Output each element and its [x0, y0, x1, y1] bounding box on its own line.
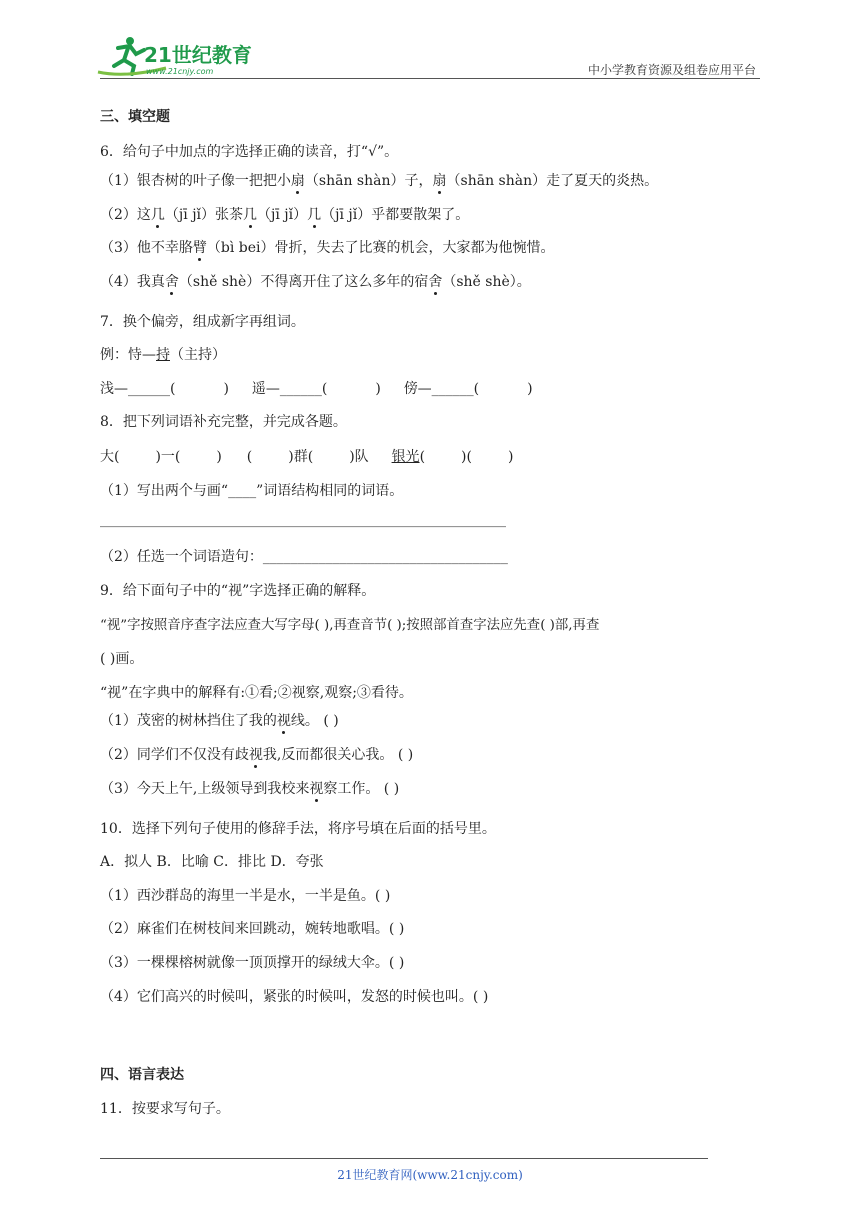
q10-sentence-3: （3）一棵棵榕树就像一顶顶撑开的绿绒大伞。( ) [100, 955, 405, 971]
q9-line-1: “视”字按照音序查字法应查大写字母( ),再查音节( );按照部首查字法应先查( )部,再查 [100, 618, 600, 633]
q7-example: 例：恃—持（主持） [100, 347, 226, 363]
q6-sentence-1: （1）银杏树的叶子像一把把小扇（shān shàn）子，扇（shān shàn）走了夏天的炎热。 [100, 170, 658, 190]
q8-sub-2: （2）任选一个词语造句：___________________________________ [100, 549, 508, 565]
question-11-stem: 11．按要求写句子。 [100, 1101, 230, 1117]
q9-sentence-2: （2）同学们不仅没有歧视我,反而都很关心我。 ( ) [100, 744, 413, 764]
q10-sentence-1: （1）西沙群岛的海里一半是水，一半是鱼。( ) [100, 888, 391, 904]
question-8-stem: 8．把下列词语补充完整，并完成各题。 [100, 414, 347, 430]
question-6-stem: 6．给句子中加点的字选择正确的读音，打“√”。 [100, 144, 399, 160]
q6-sentence-2: （2）这几（jī jǐ）张茶几（jī jǐ）几（jī jǐ）乎都要散架了。 [100, 204, 469, 224]
q6-sentence-3: （3）他不幸胳臂（bì bei）骨折，失去了比赛的机会，大家都为他惋惜。 [100, 237, 555, 257]
footer-divider [100, 1158, 708, 1159]
section-title-language-expression: 四、语言表达 [100, 1067, 184, 1083]
q9-line-2: ( )画。 [100, 651, 144, 667]
q8-sub-1: （1）写出两个与画“____”词语结构相同的词语。 [100, 483, 404, 499]
site-logo [96, 36, 266, 78]
q10-options: A．拟人 B．比喻 C．排比 D．夸张 [100, 854, 324, 870]
q10-sentence-4: （4）它们高兴的时候叫，紧张的时候叫，发怒的时候也叫。( ) [100, 989, 489, 1005]
header-platform-name: 中小学教育资源及组卷应用平台 [587, 63, 756, 77]
q10-sentence-2: （2）麻雀们在树枝间来回跳动，婉转地歌唱。( ) [100, 921, 405, 937]
q9-sentence-1: （1）茂密的树林挡住了我的视线。 ( ) [100, 710, 339, 730]
footer-site-link[interactable]: 21世纪教育网(www.21cnjy.com) [337, 1168, 523, 1182]
question-10-stem: 10．选择下列句子使用的修辞手法，将序号填在后面的括号里。 [100, 821, 496, 837]
question-7-stem: 7．换个偏旁，组成新字再组词。 [100, 314, 305, 330]
q7-items: 浅—______( ) 遥—______( ) 傍—______( ) [100, 381, 533, 397]
q8-word-line: 大( )一( ) ( )群( )队 银光( )( ) [100, 449, 514, 465]
q9-definition: “视”在字典中的解释有:①看;②视察,观察;③看待。 [100, 685, 413, 701]
question-9-stem: 9．给下面句子中的“视”字选择正确的解释。 [100, 583, 376, 599]
section-title-fill-in: 三、填空题 [100, 109, 170, 125]
logo-url: www.21cnjy.com [146, 67, 214, 76]
q8-answer-line-2[interactable]: ___________________________________ [262, 549, 508, 565]
q6-sentence-4: （4）我真舍（shě shè）不得离开住了这么多年的宿舍（shě shè）。 [100, 271, 531, 291]
q9-sentence-3: （3）今天上午,上级领导到我校来视察工作。 ( ) [100, 778, 399, 798]
q8-answer-line-1[interactable]: __________________________________________________________ [100, 512, 506, 528]
header-divider [100, 78, 760, 79]
logo-text: 21世纪教育 [144, 43, 252, 67]
